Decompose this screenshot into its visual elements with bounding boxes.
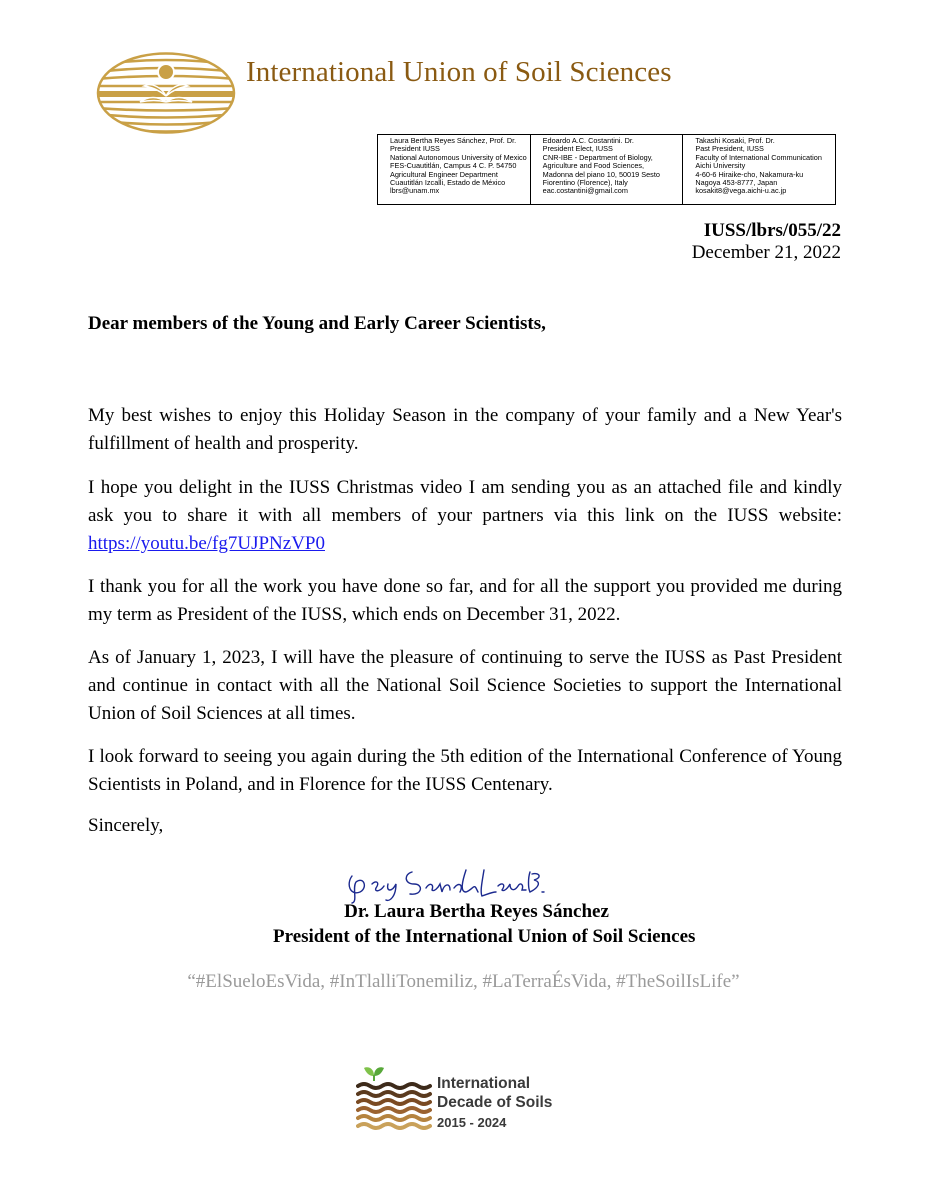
salutation: Dear members of the Young and Early Career Scientists,	[88, 313, 546, 334]
officer-president	[378, 135, 531, 204]
decade-title-line1: International	[437, 1075, 531, 1092]
decade-of-soils-logo	[352, 1058, 587, 1138]
officer-line: CNR-IBE - Department of Biology,	[542, 152, 653, 162]
iuss-logo	[96, 52, 236, 134]
officer-line: Takashi Kosaki, Prof. Dr.	[695, 136, 775, 145]
officer-line: Laura Bertha Reyes Sánchez, Prof. Dr.	[390, 136, 517, 145]
officer-line: Cuautitlán Izcalli, Estado de México	[390, 178, 506, 188]
officer-line: Madonna del piano 10, 50019 Sesto	[542, 169, 660, 179]
signer-title: President of the International Union of Soil Sciences	[273, 926, 696, 947]
paragraph-video-text: I hope you delight in the IUSS Christmas video I am sending you as an attached file and kindly ask you to share it with all members of your partners via this link on the IUSS website:	[88, 477, 842, 526]
officer-line: Aichi University	[695, 161, 746, 171]
paragraph-past-president: As of January 1, 2023, I will have the pleasure of continuing to serve the IUSS as Past President and continue in contact with all the National Soil Science Societies to support the International Union of Soil Sciences at all times.	[88, 647, 842, 724]
officer-line: Fiorentino (Florence), Italy	[542, 178, 628, 188]
paragraph-thanks: I thank you for all the work you have done so far, and for all the support you provided me during my term as President of the IUSS, which ends on December 31, 2022.	[88, 576, 842, 625]
officer-line: National Autonomous University of Mexico	[390, 152, 527, 162]
decade-years: 2015 - 2024	[437, 1115, 507, 1130]
officer-email[interactable]: eac.costantini@gmail.com	[542, 186, 628, 196]
soil-layers-icon	[356, 1064, 432, 1134]
paragraph-conference: I look forward to seeing you again during the 5th edition of the International Conference of Young Scientists in Poland, and in Florence for the IUSS Centenary.	[88, 746, 842, 795]
officer-email[interactable]: kosakit8@vega.aichi-u.ac.jp	[695, 186, 787, 196]
officer-line: Past President, IUSS	[695, 144, 764, 154]
decade-title-line2: Decade of Soils	[437, 1094, 553, 1111]
officer-line: Nagoya 453-8777, Japan	[695, 178, 778, 188]
officer-line: President IUSS	[390, 144, 440, 154]
paragraph-wishes: My best wishes to enjoy this Holiday Season in the company of your family and a New Year's fulfillment of health and prosperity.	[88, 405, 842, 454]
officer-line: FES-Cuautitlán, Campus 4 C. P. 54750	[390, 161, 517, 171]
signer-name: Dr. Laura Bertha Reyes Sánchez	[344, 901, 609, 922]
closing: Sincerely,	[88, 815, 164, 836]
officer-email[interactable]: lbrs@unam.mx	[390, 186, 440, 196]
officer-past-president	[683, 135, 835, 204]
paragraph-video	[88, 474, 842, 558]
reference-number: IUSS/lbrs/055/22	[703, 220, 841, 241]
officers-table	[377, 134, 836, 205]
hashtags: “#ElSueloEsVida, #InTlalliTonemiliz, #LaTerraÉsVida, #TheSoilIsLife”	[187, 971, 740, 992]
officer-line: Agricultural Engineer Department	[390, 169, 498, 179]
officer-line: President Elect, IUSS	[542, 144, 613, 154]
handwritten-signature	[342, 862, 547, 904]
organization-name: International Union of Soil Sciences	[246, 56, 672, 88]
officer-line: 4-60-6 Hiraike-cho, Nakamura-ku	[695, 169, 804, 179]
officer-line: Agriculture and Food Sciences,	[542, 161, 645, 171]
officer-line: Edoardo A.C. Costantini. Dr.	[542, 136, 634, 145]
video-link[interactable]: https://youtu.be/fg7UJPNzVP0	[88, 533, 325, 554]
officer-line: Faculty of International Communication	[695, 152, 822, 162]
officer-president-elect	[531, 135, 684, 204]
letter-date: December 21, 2022	[691, 242, 841, 263]
